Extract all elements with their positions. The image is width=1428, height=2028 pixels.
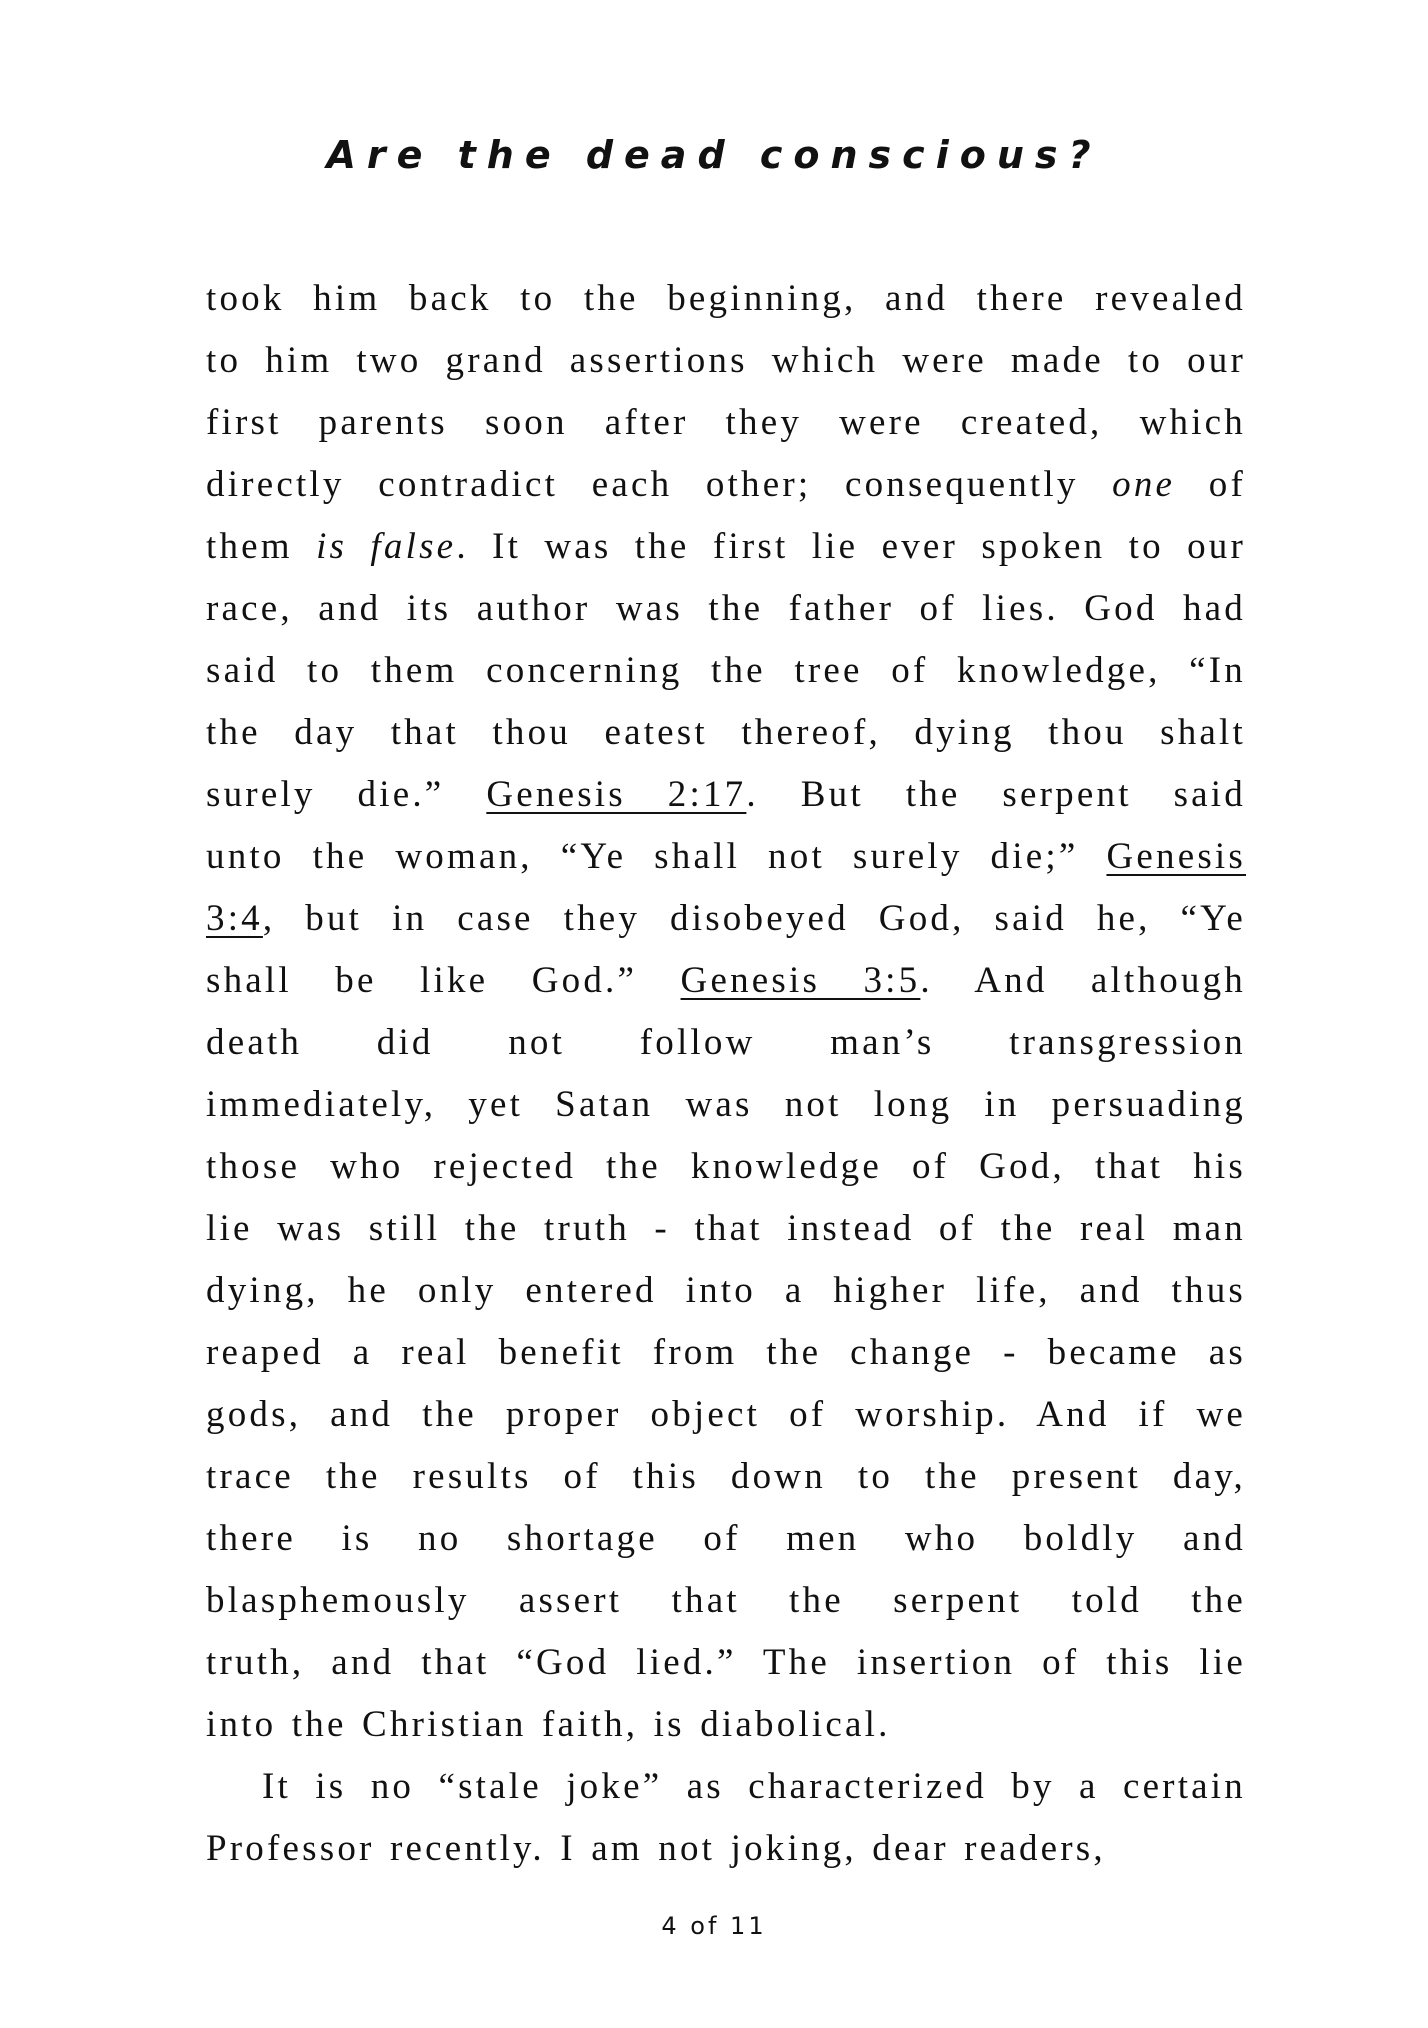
text-run: them [206,526,317,567]
scripture-reference-link[interactable]: Genesis [1106,836,1246,877]
text-line [206,764,1246,826]
text-line [206,1756,1246,1818]
text-run: the day that thou eatest thereof, dying thou shalt [206,712,1246,753]
text-run: blasphemously assert that the serpent told the [206,1580,1246,1621]
text-run: of [1175,464,1246,505]
text-line [206,1818,1246,1880]
text-run: . But the serpent said [746,774,1246,815]
text-run: shall be like God.” [206,960,681,1001]
text-line [206,1260,1246,1322]
text-run: said to them concerning the tree of knowledge, “In [206,650,1246,691]
text-line [206,1012,1246,1074]
text-line [206,1074,1246,1136]
text-run: race, and its author was the father of lies. God had [206,588,1246,629]
text-line [206,1198,1246,1260]
body-text [206,268,1246,1880]
text-run: truth, and that “God lied.” The insertion of this lie [206,1642,1246,1683]
text-line [206,1322,1246,1384]
text-line [206,826,1246,888]
page-indicator: 4 of 11 [661,1912,767,1940]
text-line [206,950,1246,1012]
text-run: first parents soon after they were created, which [206,402,1246,443]
emphasized-text: one [1112,464,1176,505]
text-line [206,1384,1246,1446]
text-run: trace the results of this down to the present day, [206,1456,1246,1497]
text-run: lie was still the truth - that instead of the real man [206,1208,1246,1249]
text-run: dying, he only entered into a higher life, and thus [206,1270,1246,1311]
text-run: It is no “stale joke” as characterized by a certain [262,1766,1246,1807]
text-run: those who rejected the knowledge of God, that his [206,1146,1246,1187]
text-run: to him two grand assertions which were made to our [206,340,1246,381]
text-run: reaped a real benefit from the change - became as [206,1332,1246,1373]
text-line [206,1632,1246,1694]
text-run: there is no shortage of men who boldly and [206,1518,1246,1559]
text-line [206,1136,1246,1198]
text-line [206,516,1246,578]
scripture-reference-link[interactable]: Genesis 2:17 [486,774,747,815]
text-run: immediately, yet Satan was not long in persuading [206,1084,1246,1125]
text-run: . And although [920,960,1247,1001]
text-run: . It was the first lie ever spoken to our [456,526,1246,567]
text-run: into the Christian faith, is diabolical. [206,1704,891,1745]
scripture-reference-link[interactable]: 3:4 [206,898,263,939]
text-line [206,268,1246,330]
text-line [206,392,1246,454]
emphasized-text: is false [316,526,457,567]
text-run: unto the woman, “Ye shall not surely die;” [206,836,1107,877]
text-line [206,1446,1246,1508]
text-run: death did not follow man’s transgression [206,1022,1246,1063]
text-line [206,1570,1246,1632]
text-run: took him back to the beginning, and there revealed [206,278,1246,319]
text-line [206,1508,1246,1570]
paragraph [206,268,1246,1756]
text-line [206,454,1246,516]
text-run: surely die.” [206,774,487,815]
text-run: gods, and the proper object of worship. And if we [206,1394,1246,1435]
text-line [206,1694,1246,1756]
paragraph [206,1756,1246,1880]
text-run: , but in case they disobeyed God, said he, “Ye [262,898,1246,939]
text-run: Professor recently. I am not joking, dear readers, [206,1828,1106,1869]
scripture-reference-link[interactable]: Genesis 3:5 [680,960,921,1001]
text-line [206,702,1246,764]
text-line [206,330,1246,392]
text-line [206,888,1246,950]
text-run: directly contradict each other; consequently [206,464,1113,505]
text-line [206,640,1246,702]
text-line [206,578,1246,640]
page-title: Are the dead conscious? [326,133,1102,178]
